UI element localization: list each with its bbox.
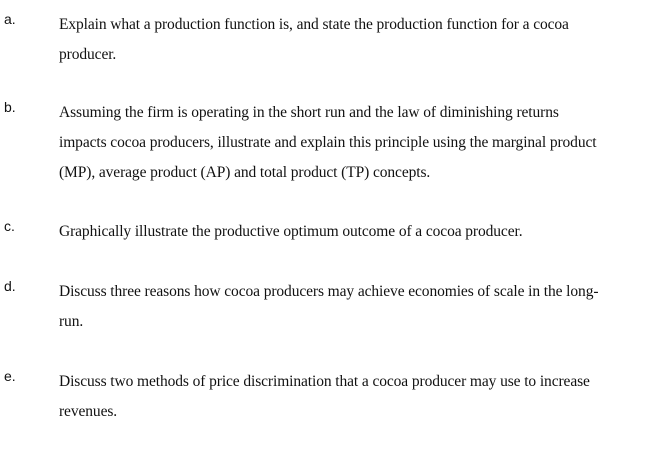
question-line: (MP), average product (AP) and total product (TP) concepts. (59, 164, 431, 181)
question-line: impacts cocoa producers, illustrate and explain this principle using the marginal product (59, 134, 597, 151)
question-line: revenues. (59, 403, 118, 420)
question-line: Discuss three reasons how cocoa producers may achieve economies of scale in the long- (59, 283, 599, 300)
question-line: Discuss two methods of price discrimination that a cocoa producer may use to increase (59, 373, 590, 390)
question-label: a. (4, 11, 16, 27)
question-text (59, 367, 670, 427)
question-label: c. (4, 218, 15, 234)
question-label: b. (4, 99, 16, 115)
question-line: Explain what a production function is, and state the production function for a cocoa (59, 16, 569, 33)
question-text (59, 277, 670, 337)
question-text (59, 10, 670, 70)
question-line: Graphically illustrate the productive optimum outcome of a cocoa producer. (59, 223, 523, 240)
question-label: d. (4, 278, 16, 294)
question-line: producer. (59, 46, 117, 63)
question-text (59, 98, 670, 188)
question-text (59, 217, 670, 247)
question-label: e. (4, 368, 16, 384)
question-line: Assuming the firm is operating in the short run and the law of diminishing returns (59, 104, 559, 121)
question-line: run. (59, 313, 84, 330)
